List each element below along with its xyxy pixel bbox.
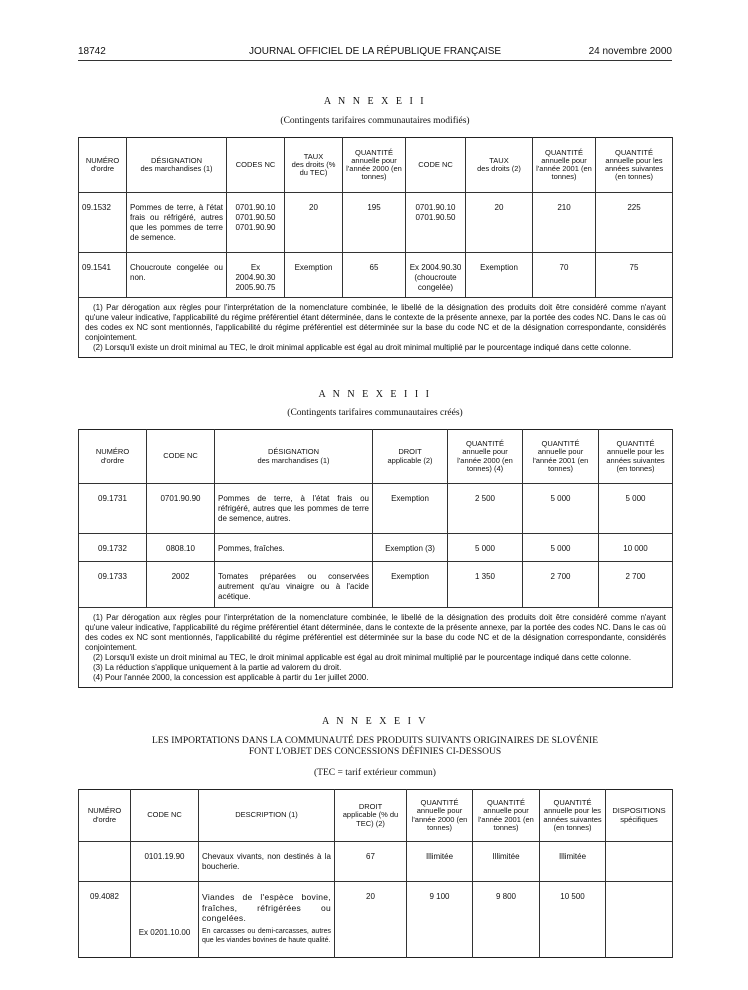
annex3-title: A N N E X E I I I <box>318 389 432 400</box>
annex4-header-row <box>79 790 673 842</box>
cell-qte-2000: 2 500 <box>448 484 523 534</box>
cell-qte-2001: 5 000 <box>523 534 599 562</box>
footnote: (1) Par dérogation aux règles pour l'interprétation de la nomenclature combinée, le libellé de la désignation des produits doit être considéré comme n'ayant qu'une valeur indicative, l'applicabilité du régime préférentiel étant déterminée, dans le contexte de la présente annexe, par la portée des codes NC. Dans le cas où des codes ex NC sont mentionnés, l'applicabilité du régime préférentiel est déterminée sur la base du code NC et de la désignation correspondante, considérés conjointement. <box>85 613 666 652</box>
cell-qte-2000 <box>407 926 473 958</box>
cell-numero: 09.1532 <box>79 193 127 253</box>
cell-qte-suivantes: 225 <box>596 193 673 253</box>
col-numero: NUMÉRO d'ordre <box>79 790 131 842</box>
cell-qte-suivantes: 10 000 <box>599 534 673 562</box>
cell-qte-2001: 70 <box>533 253 596 298</box>
cell-droit: Exemption <box>373 562 448 608</box>
cell-code-nc: Ex 0201.10.00 <box>131 926 199 958</box>
annex2-footnotes <box>79 298 673 358</box>
cell-qte-2001: 5 000 <box>523 484 599 534</box>
page-number: 18742 <box>78 46 106 57</box>
col-description: DESCRIPTION (1) <box>199 790 335 842</box>
cell-droit: 20 <box>335 882 407 926</box>
table-row <box>79 193 673 253</box>
footnote: (2) Lorsqu'il existe un droit minimal au TEC, le droit minimal applicable est égal au droit minimal multiplié par le pourcentage indiqué dans cette colonne. <box>93 343 632 352</box>
cell-numero: 09.1541 <box>79 253 127 298</box>
cell-dispositions <box>606 882 673 926</box>
cell-qte-suivantes: 10 500 <box>540 882 606 926</box>
annex2-subtitle: (Contingents tarifaires communautaires modifiés) <box>280 116 470 126</box>
cell-numero: 09.1732 <box>79 534 147 562</box>
annex4-subtitle: (TEC = tarif extérieur commun) <box>314 768 436 778</box>
cell-designation: Pommes, fraîches. <box>215 534 373 562</box>
col-qte-suivantes: QUANTITÉ annuelle pour les années suivantes (en tonnes) <box>596 138 673 193</box>
cell-taux: Exemption <box>285 253 343 298</box>
publication-date: 24 novembre 2000 <box>588 46 672 57</box>
cell-numero: 09.4082 <box>79 882 131 926</box>
cell-description: Chevaux vivants, non destinés à la boucherie. <box>199 842 335 882</box>
cell-taux: 20 <box>285 193 343 253</box>
annex3-header-row <box>79 430 673 484</box>
col-numero: NUMÉRO d'ordre <box>79 430 147 484</box>
cell-dispositions <box>606 926 673 958</box>
cell-qte-2001: Illimitée <box>473 842 540 882</box>
cell-qte-2001: 210 <box>533 193 596 253</box>
col-designation: DÉSIGNATION des marchandises (1) <box>215 430 373 484</box>
table-row <box>79 562 673 608</box>
cell-qte-2000: Illimitée <box>407 842 473 882</box>
cell-code-nc: 0808.10 <box>147 534 215 562</box>
cell-qte-2000: 65 <box>343 253 406 298</box>
col-code-nc: CODE NC <box>406 138 466 193</box>
cell-code-nc: 0701.90.90 <box>147 484 215 534</box>
cell-qte-2000: 1 350 <box>448 562 523 608</box>
cell-designation: Tomates préparées ou conservées autrement qu'au vinaigre ou à l'acide acétique. <box>215 562 373 608</box>
annex2-header-row <box>79 138 673 193</box>
col-qte-suivantes: QUANTITÉ annuelle pour les années suivantes (en tonnes) <box>540 790 606 842</box>
annex2-table <box>78 137 673 358</box>
cell-code-nc: 2002 <box>147 562 215 608</box>
footnote: (1) Par dérogation aux règles pour l'interprétation de la nomenclature combinée, le libellé de la désignation des produits doit être considéré comme n'ayant qu'une valeur indicative, l'applicabilité du régime préférentiel étant déterminée, dans le contexte de la présente annexe, par la portée des codes NC. Dans le cas où des codes ex NC sont mentionnés, l'applicabilité du régime préférentiel est déterminée sur la base du code NC et de la désignation correspondante, considérés conjointement. <box>85 303 666 342</box>
col-qte-2001: QUANTITÉ annuelle pour l'année 2001 (en tonnes) <box>533 138 596 193</box>
annex3-subtitle: (Contingents tarifaires communautaires créés) <box>287 408 463 418</box>
annex4-heading-line2: FONT L'OBJET DES CONCESSIONS DÉFINIES CI-DESSOUS <box>248 747 502 758</box>
annex4-heading <box>78 736 672 759</box>
col-qte-2000: QUANTITÉ annuelle pour l'année 2000 (en tonnes) <box>407 790 473 842</box>
col-qte-2001: QUANTITÉ annuelle pour l'année 2001 (en tonnes) <box>473 790 540 842</box>
cell-designation: Pommes de terre, à l'état frais ou réfrigéré, autres que les pommes de terre de semence, autres. <box>215 484 373 534</box>
cell-designation: Pommes de terre, à l'état frais ou réfrigéré, autres que les pommes de terre de semence. <box>127 193 227 253</box>
cell-droit: 67 <box>335 842 407 882</box>
cell-qte-suivantes: 75 <box>596 253 673 298</box>
cell-qte-suivantes: 2 700 <box>599 562 673 608</box>
cell-taux2: 20 <box>466 193 533 253</box>
annex4-table <box>78 789 673 958</box>
col-dispositions: DISPOSITIONS spécifiques <box>606 790 673 842</box>
col-taux2: TAUX des droits (2) <box>466 138 533 193</box>
cell-droit <box>335 926 407 958</box>
cell-numero: 09.1731 <box>79 484 147 534</box>
cell-numero <box>79 926 131 958</box>
col-designation: DÉSIGNATION des marchandises (1) <box>127 138 227 193</box>
table-row <box>79 253 673 298</box>
journal-title: JOURNAL OFFICIEL DE LA RÉPUBLIQUE FRANÇAISE <box>248 46 502 57</box>
annex3-table <box>78 429 673 688</box>
annex3-footnotes <box>79 608 673 688</box>
col-qte-2000: QUANTITÉ annuelle pour l'année 2000 (en tonnes) (4) <box>448 430 523 484</box>
col-qte-2001: QUANTITÉ annuelle pour l'année 2001 (en tonnes) <box>523 430 599 484</box>
table-row <box>79 534 673 562</box>
col-code-nc: CODE NC <box>131 790 199 842</box>
cell-qte-2001: 9 800 <box>473 882 540 926</box>
annex2-title: A N N E X E I I <box>323 96 427 107</box>
col-droit: DROIT applicable (2) <box>373 430 448 484</box>
cell-code-nc: 0101.19.90 <box>131 842 199 882</box>
cell-qte-suivantes: 5 000 <box>599 484 673 534</box>
col-qte-suivantes: QUANTITÉ annuelle pour les années suivantes (en tonnes) <box>599 430 673 484</box>
col-numero: NUMÉRO d'ordre <box>79 138 127 193</box>
cell-dispositions <box>606 842 673 882</box>
table-row <box>79 882 673 926</box>
cell-droit: Exemption (3) <box>373 534 448 562</box>
col-code-nc: CODE NC <box>147 430 215 484</box>
cell-qte-2000: 5 000 <box>448 534 523 562</box>
annex4-heading-line1: LES IMPORTATIONS DANS LA COMMUNAUTÉ DES PRODUITS SUIVANTS ORIGINAIRES DE SLOVÉNIE <box>151 736 599 746</box>
footnote: (3) La réduction s'applique uniquement à la partie ad valorem du droit. <box>93 663 342 672</box>
cell-qte-2000: 195 <box>343 193 406 253</box>
cell-codes-nc: Ex 2004.90.30 2005.90.75 <box>227 253 285 298</box>
cell-qte-2001 <box>473 926 540 958</box>
annex4-title: A N N E X E I V <box>322 716 428 727</box>
cell-codes-nc: 0701.90.10 0701.90.50 0701.90.90 <box>227 193 285 253</box>
cell-code-nc: 0701.90.10 0701.90.50 <box>406 193 466 253</box>
col-codes-nc: CODES NC <box>227 138 285 193</box>
cell-code-nc <box>131 882 199 926</box>
cell-qte-suivantes: Illimitée <box>540 842 606 882</box>
cell-description: Viandes de l'espèce bovine, fraîches, réfrigérées ou congelées. <box>199 882 335 926</box>
cell-code-nc: Ex 2004.90.30 (choucroute congelée) <box>406 253 466 298</box>
cell-taux2: Exemption <box>466 253 533 298</box>
table-row <box>79 484 673 534</box>
table-row <box>79 842 673 882</box>
col-taux: TAUX des droits (% du TEC) <box>285 138 343 193</box>
footnote: (2) Lorsqu'il existe un droit minimal au TEC, le droit minimal applicable est égal au droit minimal multiplié par le pourcentage indiqué dans cette colonne. <box>93 653 632 662</box>
cell-description: En carcasses ou demi-carcasses, autres que les viandes bovines de haute qualité. <box>199 926 335 958</box>
footnote: (4) Pour l'année 2000, la concession est applicable à partir du 1er juillet 2000. <box>93 673 369 682</box>
col-droit: DROIT applicable (% du TEC) (2) <box>335 790 407 842</box>
cell-droit: Exemption <box>373 484 448 534</box>
cell-qte-2000: 9 100 <box>407 882 473 926</box>
cell-qte-suivantes <box>540 926 606 958</box>
cell-qte-2001: 2 700 <box>523 562 599 608</box>
cell-numero <box>79 842 131 882</box>
cell-numero: 09.1733 <box>79 562 147 608</box>
cell-designation: Choucroute congelée ou non. <box>127 253 227 298</box>
table-row <box>79 926 673 958</box>
col-qte-2000: QUANTITÉ annuelle pour l'année 2000 (en tonnes) <box>343 138 406 193</box>
header-rule <box>78 60 672 61</box>
